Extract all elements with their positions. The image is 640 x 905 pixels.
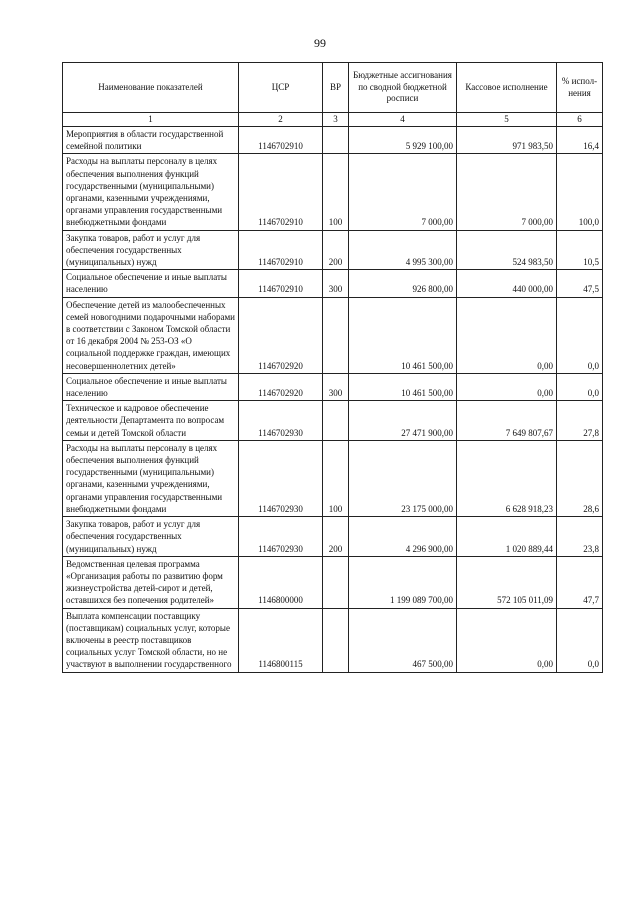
execution-percent-cell: 47,5 bbox=[557, 270, 603, 297]
budget-allocation-cell: 926 800,00 bbox=[349, 270, 457, 297]
csr-code-cell: 1146702930 bbox=[239, 517, 323, 557]
indicator-name-cell: Мероприятия в области государственной семейной политики bbox=[63, 127, 239, 154]
column-number: 2 bbox=[239, 113, 323, 127]
table-row bbox=[63, 373, 603, 400]
budget-allocation-cell: 467 500,00 bbox=[349, 608, 457, 672]
csr-code-cell: 1146800115 bbox=[239, 608, 323, 672]
table-row bbox=[63, 556, 603, 608]
table-row bbox=[63, 608, 603, 672]
column-number: 5 bbox=[457, 113, 557, 127]
column-number: 4 bbox=[349, 113, 457, 127]
table-row bbox=[63, 230, 603, 270]
csr-code-cell: 1146702920 bbox=[239, 297, 323, 373]
indicator-name-cell: Обеспечение детей из малообеспеченных семей новогодними подарочными наборами в соответствии с Законом Томской области от 16 декабря 2004 № 253-ОЗ «О социальной поддержке граждан, имеющих несовершеннолетних детей» bbox=[63, 297, 239, 373]
csr-code-cell: 1146702930 bbox=[239, 401, 323, 441]
header-row bbox=[63, 63, 603, 113]
indicator-name-cell: Выплата компенсации поставщику (поставщикам) социальных услуг, которые включены в реестр поставщиков социальных услуг Томской области, но не участвуют в выполнении государственного bbox=[63, 608, 239, 672]
csr-code-cell: 1146702910 bbox=[239, 270, 323, 297]
header-vr: ВР bbox=[323, 63, 349, 113]
vr-code-cell: 100 bbox=[323, 440, 349, 516]
budget-allocation-cell: 10 461 500,00 bbox=[349, 373, 457, 400]
vr-code-cell: 300 bbox=[323, 373, 349, 400]
column-number: 1 bbox=[63, 113, 239, 127]
cash-execution-cell: 440 000,00 bbox=[457, 270, 557, 297]
table-row bbox=[63, 440, 603, 516]
header-pct: % испол-нения bbox=[557, 63, 603, 113]
csr-code-cell: 1146702910 bbox=[239, 127, 323, 154]
column-number-row bbox=[63, 113, 603, 127]
vr-code-cell: 200 bbox=[323, 517, 349, 557]
cash-execution-cell: 1 020 889,44 bbox=[457, 517, 557, 557]
page-number: 99 bbox=[314, 36, 326, 50]
execution-percent-cell: 23,8 bbox=[557, 517, 603, 557]
execution-percent-cell: 100,0 bbox=[557, 154, 603, 230]
budget-allocation-cell: 7 000,00 bbox=[349, 154, 457, 230]
vr-code-cell bbox=[323, 556, 349, 608]
budget-allocation-cell: 4 995 300,00 bbox=[349, 230, 457, 270]
execution-percent-cell: 10,5 bbox=[557, 230, 603, 270]
csr-code-cell: 1146702920 bbox=[239, 373, 323, 400]
execution-percent-cell: 28,6 bbox=[557, 440, 603, 516]
cash-execution-cell: 524 983,50 bbox=[457, 230, 557, 270]
cash-execution-cell: 0,00 bbox=[457, 297, 557, 373]
csr-code-cell: 1146702910 bbox=[239, 154, 323, 230]
csr-code-cell: 1146702930 bbox=[239, 440, 323, 516]
cash-execution-cell: 971 983,50 bbox=[457, 127, 557, 154]
csr-code-cell: 1146702910 bbox=[239, 230, 323, 270]
header-cash: Кассовое исполнение bbox=[457, 63, 557, 113]
cash-execution-cell: 6 628 918,23 bbox=[457, 440, 557, 516]
table-row bbox=[63, 297, 603, 373]
cash-execution-cell: 572 105 011,09 bbox=[457, 556, 557, 608]
budget-allocation-cell: 1 199 089 700,00 bbox=[349, 556, 457, 608]
execution-percent-cell: 0,0 bbox=[557, 297, 603, 373]
cash-execution-cell: 7 000,00 bbox=[457, 154, 557, 230]
table-row bbox=[63, 401, 603, 441]
execution-percent-cell: 0,0 bbox=[557, 608, 603, 672]
budget-allocation-cell: 4 296 900,00 bbox=[349, 517, 457, 557]
execution-percent-cell: 0,0 bbox=[557, 373, 603, 400]
budget-allocation-cell: 5 929 100,00 bbox=[349, 127, 457, 154]
table-row bbox=[63, 127, 603, 154]
header-budget: Бюджетные ассигнования по сводной бюджетной росписи bbox=[349, 63, 457, 113]
table-row bbox=[63, 154, 603, 230]
vr-code-cell: 200 bbox=[323, 230, 349, 270]
column-number: 6 bbox=[557, 113, 603, 127]
execution-percent-cell: 16,4 bbox=[557, 127, 603, 154]
indicator-name-cell: Расходы на выплаты персоналу в целях обеспечения выполнения функций государственными (муниципальными) органами, казенными учреждениями, органами управления государственными внебюджетными фондами bbox=[63, 154, 239, 230]
cash-execution-cell: 0,00 bbox=[457, 373, 557, 400]
execution-percent-cell: 27,8 bbox=[557, 401, 603, 441]
indicator-name-cell: Ведомственная целевая программа «Организация работы по развитию форм жизнеустройства детей-сирот и детей, оставшихся без попечения родителей» bbox=[63, 556, 239, 608]
header-name: Наименование показателей bbox=[63, 63, 239, 113]
table-row bbox=[63, 270, 603, 297]
vr-code-cell bbox=[323, 608, 349, 672]
cash-execution-cell: 0,00 bbox=[457, 608, 557, 672]
vr-code-cell bbox=[323, 297, 349, 373]
indicator-name-cell: Социальное обеспечение и иные выплаты населению bbox=[63, 373, 239, 400]
indicator-name-cell: Расходы на выплаты персоналу в целях обеспечения выполнения функций государственными (муниципальными) органами, казенными учреждениями, органами управления государственными внебюджетными фондами bbox=[63, 440, 239, 516]
indicator-name-cell: Техническое и кадровое обеспечение деятельности Департамента по вопросам семьи и детей Томской области bbox=[63, 401, 239, 441]
budget-allocation-cell: 10 461 500,00 bbox=[349, 297, 457, 373]
execution-percent-cell: 47,7 bbox=[557, 556, 603, 608]
budget-allocation-cell: 27 471 900,00 bbox=[349, 401, 457, 441]
indicator-name-cell: Закупка товаров, работ и услуг для обеспечения государственных (муниципальных) нужд bbox=[63, 517, 239, 557]
vr-code-cell bbox=[323, 127, 349, 154]
vr-code-cell bbox=[323, 401, 349, 441]
vr-code-cell: 300 bbox=[323, 270, 349, 297]
indicator-name-cell: Закупка товаров, работ и услуг для обеспечения государственных (муниципальных) нужд bbox=[63, 230, 239, 270]
cash-execution-cell: 7 649 807,67 bbox=[457, 401, 557, 441]
vr-code-cell: 100 bbox=[323, 154, 349, 230]
indicator-name-cell: Социальное обеспечение и иные выплаты населению bbox=[63, 270, 239, 297]
header-csr: ЦСР bbox=[239, 63, 323, 113]
budget-execution-table bbox=[62, 62, 603, 673]
column-number: 3 bbox=[323, 113, 349, 127]
budget-allocation-cell: 23 175 000,00 bbox=[349, 440, 457, 516]
csr-code-cell: 1146800000 bbox=[239, 556, 323, 608]
table-row bbox=[63, 517, 603, 557]
